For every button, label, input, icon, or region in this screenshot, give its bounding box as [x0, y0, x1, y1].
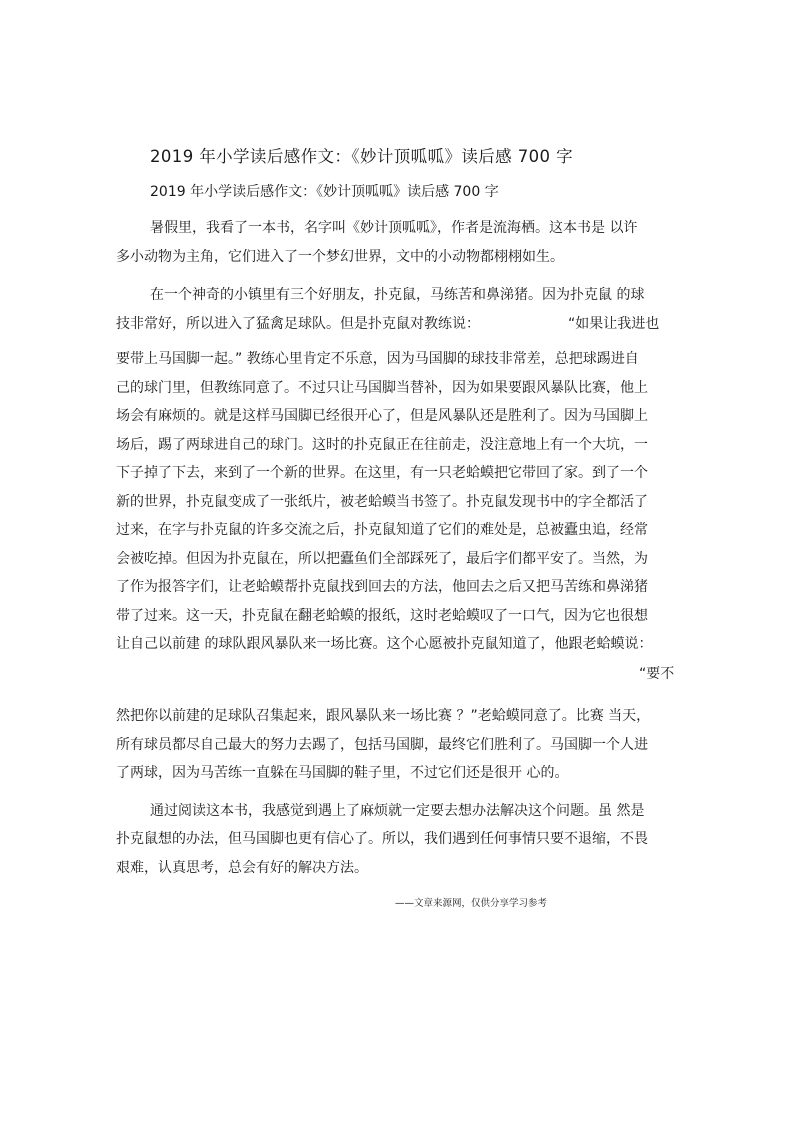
paragraph-2-line-13: 让自己以前建 的球队跟风暴队来一场比赛。这个心愿被扑克鼠知道了，他跟老蛤蟆说：	[116, 636, 653, 652]
paragraph-2-line-4: 己的球门里，但教练同意了。不过只让马国脚当替补，因为如果要跟风暴队比赛，他上	[116, 380, 648, 396]
document-title: 2019 年小学读后感作文：《妙计顶呱呱》读后感 700 字	[150, 147, 573, 166]
paragraph-2-line-2-right: “如果让我进也	[568, 316, 660, 332]
paragraph-2-line-6: 场后，踢了两球进自己的球门。这时的扑克鼠正在往前走，没注意地上有一个大坑，一	[116, 437, 648, 453]
paragraph-2-line-9: 过来，在字与扑克鼠的许多交流之后，扑克鼠知道了它们的难处是，总被蠹虫追，经常	[116, 522, 648, 538]
paragraph-2-line-14: “要不	[639, 666, 675, 682]
paragraph-1-line-1: 暑假里，我看了一本书，名字叫《妙计顶呱呱》，作者是流海栖。这本书是 以许	[150, 220, 638, 236]
paragraph-3-line-3: 艰难，认真思考，总会有好的解决方法。	[116, 860, 368, 876]
paragraph-2-line-12: 带了过来。这一天，扑克鼠在翻老蛤蟆的报纸，这时老蛤蟆叹了一口气，因为它也很想	[116, 608, 648, 624]
paragraph-3-line-1: 通过阅读这本书，我感觉到遇上了麻烦就一定要去想办法解决这个问题。虽 然是	[150, 803, 645, 819]
paragraph-2-line-16: 所有球员都尽自己最大的努力去踢了，包括马国脚，最终它们胜利了。马国脚一个人进	[116, 737, 648, 753]
paragraph-2-line-15: 然把你以前建的足球队召集起来，跟风暴队来一场比赛 ？”老蛤蟆同意了。比赛 当天，	[116, 708, 651, 724]
paragraph-2-line-11: 了作为报答字们，让老蛤蟆帮扑克鼠找到回去的方法，他回去之后又把马苦练和鼻涕猪	[116, 579, 648, 595]
paragraph-2-line-10: 会被吃掉。但因为扑克鼠在，所以把蠹鱼们全部踩死了，最后字们都平安了。当然，为	[116, 551, 648, 567]
document-subtitle: 2019 年小学读后感作文：《妙计顶呱呱》读后感 700 字	[150, 184, 499, 200]
paragraph-3-line-2: 扑克鼠想的办法，但马国脚也更有信心了。所以，我们遇到任何事情只要不退缩，不畏	[116, 831, 648, 847]
paragraph-2-line-7: 下子掉了下去，来到了一个新的世界。在这里，有一只老蛤蟆把它带回了家。到了一个	[116, 465, 648, 481]
paragraph-2-line-5: 场会有麻烦的。就是这样马国脚已经很开心了，但是风暴队还是胜利了。因为马国脚上	[116, 408, 648, 424]
paragraph-2-line-2-left: 技非常好，所以进入了猛禽足球队。但是扑克鼠对教练说：	[116, 316, 480, 332]
paragraph-1-line-2: 多小动物为主角，它们进入了一个梦幻世界，文中的小动物都栩栩如生。	[116, 249, 564, 265]
paragraph-2-line-17: 了两球，因为马苦练一直躲在马国脚的鞋子里，不过它们还是很开 心的。	[116, 765, 569, 781]
paragraph-2-line-3: 要带上马国脚一起。” 教练心里肯定不乐意，因为马国脚的球技非常差，总把球踢进自	[116, 351, 639, 367]
paragraph-2-line-8: 新的世界，扑克鼠变成了一张纸片，被老蛤蟆当书签了。扑克鼠发现书中的字全都活了	[116, 494, 648, 510]
source-note: ——文章来源网，仅供分享学习参考	[395, 898, 548, 909]
paragraph-2-line-1: 在一个神奇的小镇里有三个好朋友，扑克鼠，马练苦和鼻涕猪。因为扑克鼠 的球	[150, 287, 645, 303]
